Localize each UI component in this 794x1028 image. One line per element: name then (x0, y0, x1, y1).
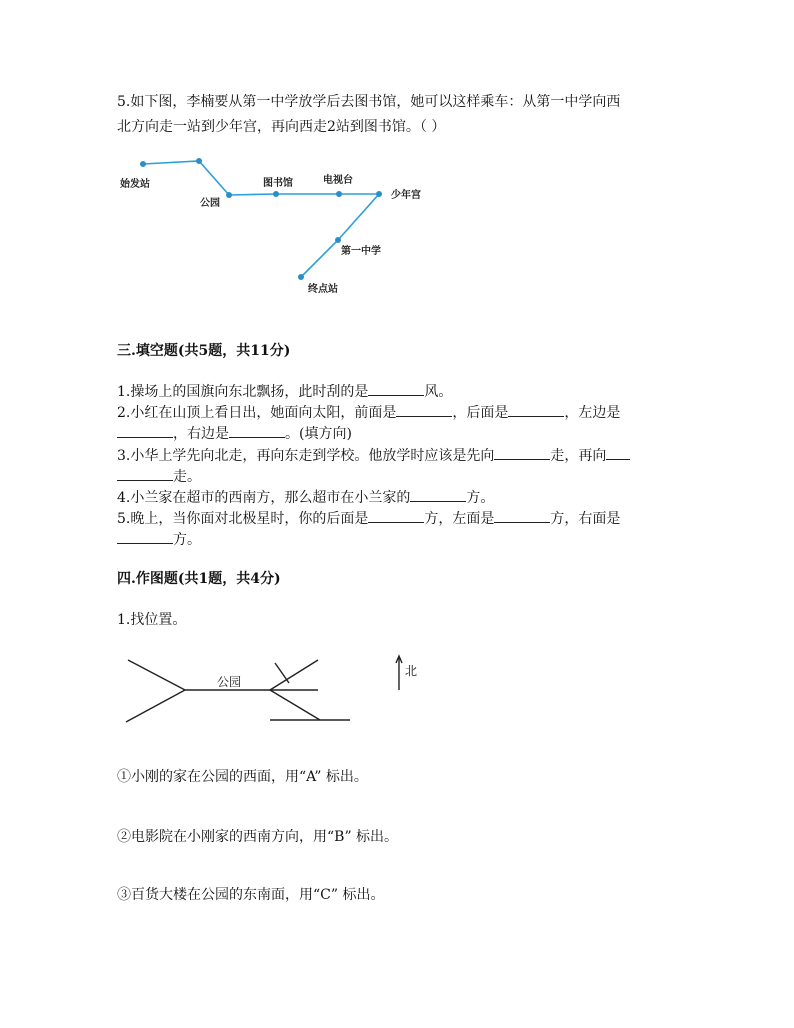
fill-q2-line1: 2.小红在山顶上看日出，她面向太阳，前面是 ，后面是 ，左边是 (117, 402, 620, 423)
fill-q2-line2: ，右边是 。(填方向) (117, 423, 352, 444)
stop-school-label: 第一中学 (341, 246, 381, 257)
section4-heading: 四.作图题(共1题，共4分) (117, 571, 281, 587)
stop-turn-dot (196, 158, 202, 164)
fill-q5-line2: 方。 (117, 529, 201, 550)
stop-library-dot (273, 191, 279, 197)
park-map (120, 650, 430, 730)
fill-q1: 1.操场上的国旗向东北飘扬，此时刮的是 风。 (117, 381, 452, 402)
fill-q5-line1: 5.晚上，当你面对北极星时，你的后面是 方，左面是 方，右面是 (117, 508, 620, 529)
blank-field[interactable] (396, 402, 452, 417)
blank-field[interactable] (229, 423, 285, 438)
blank-field[interactable] (117, 466, 173, 481)
stop-youth-dot (376, 191, 382, 197)
q5-line-2: 北方向走一站到少年宫，再向西走2站到图书馆。（ ） (117, 119, 446, 135)
blank-field[interactable] (410, 487, 466, 502)
stop-park-dot (226, 192, 232, 198)
draw-item-2: ②电影院在小刚家的西南方向，用“B” 标出。 (117, 829, 399, 845)
route-map (110, 150, 450, 300)
blank-field[interactable] (117, 529, 173, 544)
fill-q3-line2: 走。 (117, 466, 201, 487)
park-label: 公园 (217, 675, 242, 689)
fill-q3-line1: 3.小华上学先向北走，再向东走到学校。他放学时应该是先向 走，再向 (117, 445, 630, 466)
q5-line-1: 5.如下图，李楠要从第一中学放学后去图书馆，她可以这样乘车：从第一中学向西 (117, 94, 621, 110)
stop-end-label: 终点站 (308, 284, 338, 295)
stop-tv-dot (336, 191, 342, 197)
blank-field[interactable] (494, 445, 550, 460)
stop-tv-label: 电视台 (323, 175, 353, 186)
stop-youth-label: 少年宫 (391, 190, 421, 201)
draw-q1-title: 1.找位置。 (117, 612, 187, 628)
section3-heading: 三.填空题(共5题，共11分) (117, 343, 291, 359)
stop-end-dot (298, 274, 304, 280)
fill-q4: 4.小兰家在超市的西南方，那么超市在小兰家的 方。 (117, 487, 494, 508)
stop-park-label: 公园 (200, 198, 220, 209)
north-arrow (396, 656, 402, 690)
blank-field[interactable] (117, 423, 173, 438)
draw-item-3: ③百货大楼在公园的东南面，用“C” 标出。 (117, 887, 385, 903)
blank-field[interactable] (606, 445, 630, 460)
blank-field[interactable] (508, 402, 564, 417)
stop-start-label: 始发站 (120, 179, 150, 190)
blank-field[interactable] (494, 508, 550, 523)
stop-school-dot (335, 237, 341, 243)
stop-library-label: 图书馆 (263, 178, 293, 189)
blank-field[interactable] (368, 381, 424, 396)
draw-item-1: ①小刚的家在公园的西面，用“A” 标出。 (117, 769, 368, 785)
stop-start-dot (140, 161, 146, 167)
blank-field[interactable] (368, 508, 424, 523)
north-label: 北 (405, 664, 418, 678)
